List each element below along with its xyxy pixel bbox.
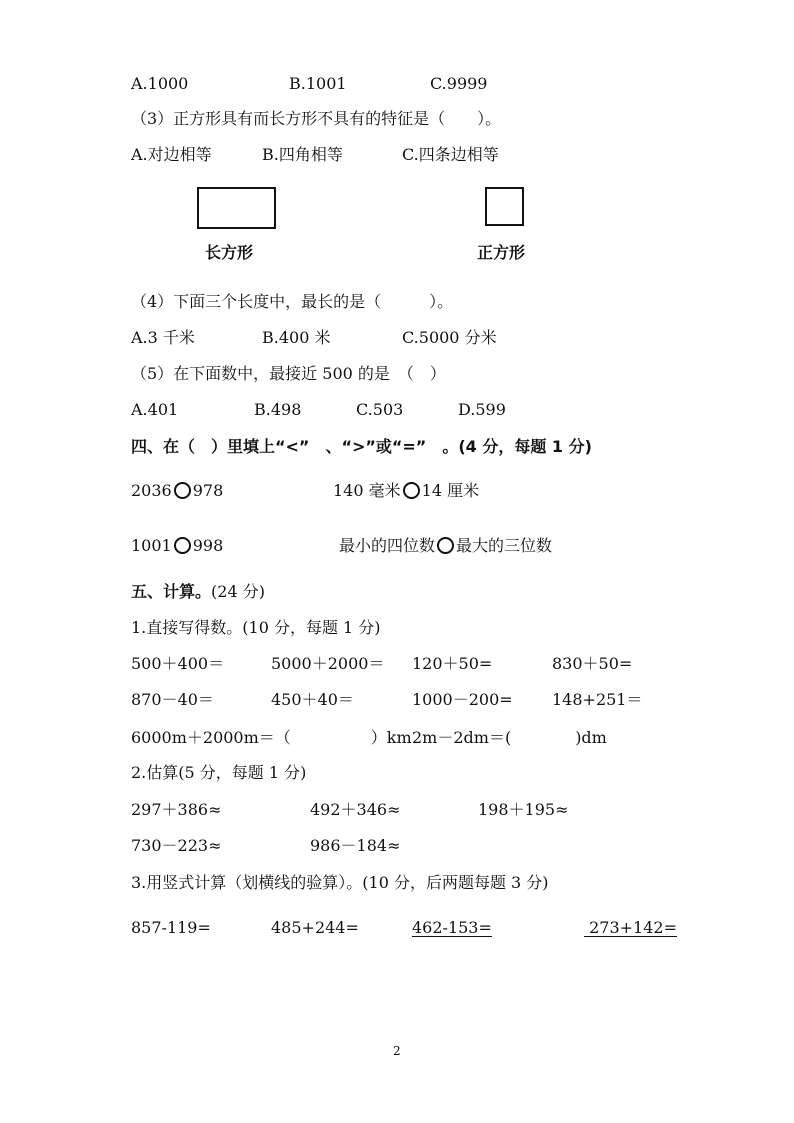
compare-right: 14 厘米 [421, 481, 480, 500]
calc-3-1: 6000m＋2000m＝（ ）km [131, 728, 412, 747]
compare-item-4 [339, 536, 552, 556]
compare-right: 978 [192, 481, 224, 500]
compare-circle[interactable] [174, 537, 191, 554]
section5-points: (24 分) [211, 582, 265, 601]
q5-option-d: D.599 [458, 400, 506, 419]
q4-option-b: B.400 米 [262, 328, 331, 347]
section4-title: 四、在（ ）里填上“<” 、“>”或“=” 。(4 分，每题 1 分) [131, 437, 592, 456]
vertical-calc-2: 485+244= [271, 918, 359, 937]
q3-option-b: B.四角相等 [262, 145, 343, 164]
calc-2-4: 148+251＝ [552, 690, 643, 709]
compare-right: 998 [192, 536, 224, 555]
rectangle-figure [197, 187, 276, 229]
q4-question: （4）下面三个长度中，最长的是（ ）。 [131, 292, 454, 311]
q3-question: （3）正方形具有而长方形不具有的特征是（ ）。 [131, 109, 502, 128]
square-figure [485, 187, 524, 226]
compare-left: 2036 [131, 481, 172, 500]
compare-left: 1001 [131, 536, 172, 555]
calc-3-2: 2m－2dm＝( )dm [412, 728, 607, 747]
part1-title: 1.直接写得数。(10 分，每题 1 分) [131, 618, 381, 637]
q3-option-c: C.四条边相等 [402, 145, 499, 164]
compare-circle[interactable] [174, 482, 191, 499]
section5-title-text: 五、计算。 [131, 582, 212, 601]
calc-1-4: 830＋50= [552, 654, 633, 673]
calc-1-1: 500＋400＝ [131, 654, 225, 673]
calc-2-1: 870－40＝ [131, 690, 214, 709]
compare-item-3 [131, 536, 223, 556]
q5-question: （5）在下面数中，最接近 500 的是 （ ） [131, 364, 446, 383]
q5-option-a: A.401 [131, 400, 179, 419]
estimate-1-1: 297＋386≈ [131, 800, 222, 819]
q2-option-b: B.1001 [289, 74, 347, 93]
q2-option-a: A.1000 [131, 74, 189, 93]
compare-item-2 [333, 481, 479, 501]
compare-left: 最小的四位数 [339, 536, 436, 555]
vertical-calc-3: 462-153= [412, 918, 492, 937]
estimate-2-2: 986－184≈ [310, 836, 401, 855]
calc-1-3: 120＋50= [412, 654, 493, 673]
rectangle-label: 长方形 [205, 243, 254, 262]
vertical-calc-4: 273+142= [584, 918, 677, 937]
section5-title [131, 582, 265, 602]
q5-option-c: C.503 [356, 400, 404, 419]
compare-left: 140 毫米 [333, 481, 401, 500]
page-number: 2 [393, 1044, 401, 1058]
q5-option-b: B.498 [254, 400, 302, 419]
q3-option-a: A.对边相等 [131, 145, 212, 164]
compare-right: 最大的三位数 [456, 536, 553, 555]
calc-1-2: 5000＋2000＝ [271, 654, 385, 673]
estimate-1-3: 198＋195≈ [478, 800, 569, 819]
part3-title: 3.用竖式计算（划横线的验算）。(10 分，后两题每题 3 分) [131, 873, 549, 892]
q2-option-c: C.9999 [430, 74, 488, 93]
estimate-2-1: 730－223≈ [131, 836, 222, 855]
compare-item-1 [131, 481, 223, 501]
calc-2-2: 450＋40＝ [271, 690, 354, 709]
compare-circle[interactable] [437, 537, 454, 554]
part2-title: 2.估算(5 分，每题 1 分) [131, 763, 307, 782]
calc-2-3: 1000－200= [412, 690, 513, 709]
estimate-1-2: 492＋346≈ [310, 800, 401, 819]
q4-option-a: A.3 千米 [131, 328, 195, 347]
q4-option-c: C.5000 分米 [402, 328, 497, 347]
square-label: 正方形 [477, 243, 526, 262]
vertical-calc-1: 857-119= [131, 918, 211, 937]
compare-circle[interactable] [403, 482, 420, 499]
